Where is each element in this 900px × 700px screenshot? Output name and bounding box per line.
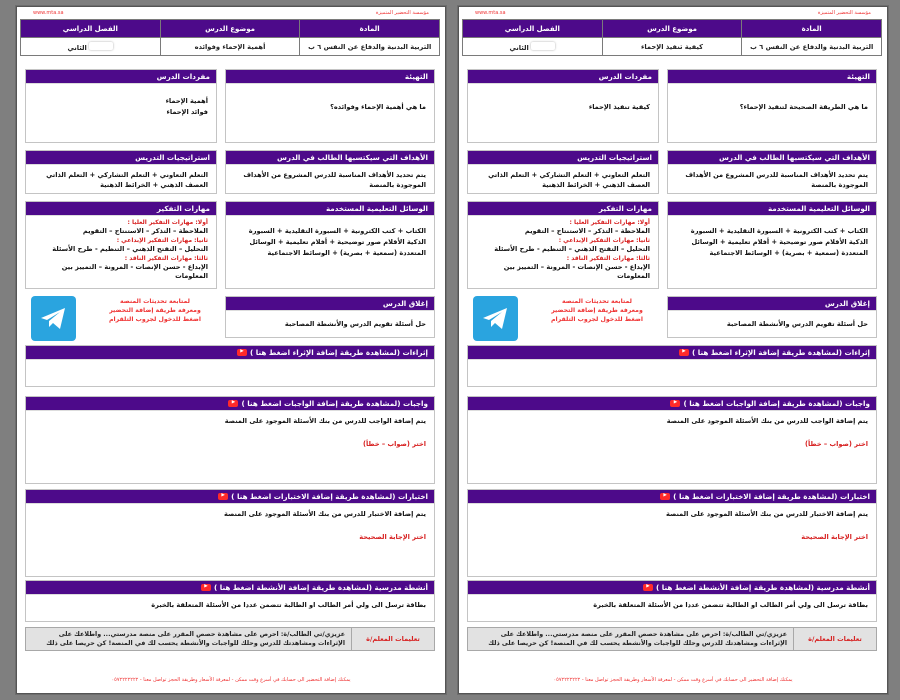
tests-body: يتم إضافة الاختبار للدرس من بنك الأسئلة الموجود على المنصة <box>223 510 426 518</box>
lesson-header-table <box>462 19 882 56</box>
term-value: الثاني <box>21 38 161 56</box>
thinking-box <box>467 201 659 289</box>
thinking-text-1: الملاحظة – التذكر – الاستنتاج – التقويم <box>524 227 650 235</box>
homework-box[interactable] <box>467 396 877 484</box>
activities-body: بطاقة ترسل الى ولي أمر الطالب او الطالبة تتضمن عددا من الأسئلة المتعلقة بالخبرة <box>151 601 426 609</box>
means-box <box>667 201 877 289</box>
preface-body: ما هي أهمية الإحماء وفوائده؟ <box>330 103 426 111</box>
enrichment-title[interactable]: إثراءات (لمشاهدة طريقة إضافة الإثراء اضغط هنا ) ▶ <box>468 346 876 360</box>
thinking-label-1: أولا: مهارات التفكير العليا : <box>569 219 650 226</box>
thinking-label-1: أولا: مهارات التفكير العليا : <box>127 219 208 226</box>
lesson-topic-header: موضوع الدرس <box>160 20 300 38</box>
vocab-title: مفردات الدرس <box>468 70 658 84</box>
thinking-label-2: ثانيا: مهارات التفكير الإبداعي : <box>116 237 208 244</box>
homework-choice: اختر (صواب – خطأ) <box>804 440 868 448</box>
closing-body: حل أسئلة تقويم الدرس والأنشطة المصاحبة <box>726 320 868 328</box>
thinking-text-3: الإبداع - حسن الإنصات - المرونة – التمييز بين المعلومات <box>61 263 208 280</box>
preface-box <box>225 69 435 143</box>
subject-value: التربية البدنية والدفاع عن النفس ٦ ب <box>300 38 440 56</box>
subject-header: المادة <box>300 20 440 38</box>
goals-title: الأهداف التي سيكتسبها الطالب في الدرس <box>668 151 876 165</box>
organization-name: مؤسسة التحضير المتميزة <box>817 10 871 16</box>
strategies-title: استراتيجيات التدريس <box>26 151 216 165</box>
thinking-title: مهارات التفكير <box>468 202 658 216</box>
closing-title: إغلاق الدرس <box>668 297 876 311</box>
activities-box[interactable] <box>467 580 877 622</box>
promo-line-1: لمتابعة تحديثات المنصة <box>562 298 632 305</box>
thinking-body <box>26 216 216 286</box>
vocab-list <box>26 84 216 123</box>
vocab-title: مفردات الدرس <box>26 70 216 84</box>
thinking-label-2: ثانيا: مهارات التفكير الإبداعي : <box>558 237 650 244</box>
instructions-label: تعليمات المعلم/ة <box>351 628 434 650</box>
promo-line-2: ومعرفة طريقة إضافة التحضير <box>551 307 643 314</box>
term-header: الفصل الدراسي <box>21 20 161 38</box>
vocab-item-2: فوائد الإحماء <box>166 108 208 116</box>
closing-box <box>225 296 435 338</box>
redacted-mark <box>89 42 113 50</box>
thinking-text-2: التحليل – التفتح الذهني – التنظيم - طرح الأسئلة <box>494 245 650 253</box>
vocab-item-1: أهمية الإحماء <box>165 97 208 105</box>
youtube-play-icon[interactable]: ▶ <box>660 493 670 500</box>
goals-box <box>225 150 435 194</box>
closing-box <box>667 296 877 338</box>
homework-choice: اختر (صواب – خطأ) <box>362 440 426 448</box>
thinking-label-3: ثالثا: مهارات التفكير الناقد : <box>566 255 650 262</box>
tests-box[interactable] <box>467 489 877 577</box>
page-top-line <box>17 7 445 19</box>
youtube-play-icon[interactable]: ▶ <box>218 493 228 500</box>
vocab-box <box>467 69 659 143</box>
strategies-body: التعلم التعاوني + التعلم التشاركي + التعلم الذاتي العصف الذهني + الخرائط الذهنية <box>46 171 208 189</box>
preface-box <box>667 69 877 143</box>
page-footer: يمكنك إضافة التحضير الى حسابك في أسرع وقت ممكن - لمعرفة الأسعار وطريقة الحجز تواصل معنا - ٠٥٧٢٢٢٢٢٢٢ <box>553 677 793 683</box>
goals-title: الأهداف التي سيكتسبها الطالب في الدرس <box>226 151 434 165</box>
lesson-topic-value: أهمية الإحماء وفوائده <box>160 38 300 56</box>
youtube-play-icon[interactable]: ▶ <box>679 349 689 356</box>
goals-body: يتم تحديد الأهداف المناسبة للدرس المشروع من الأهداف الموجودة بالمنصة <box>685 171 868 189</box>
strategies-body: التعلم التعاوني + التعلم التشاركي + التعلم الذاتي العصف الذهني + الخرائط الذهنية <box>488 171 650 189</box>
thinking-text-1: الملاحظة – التذكر – الاستنتاج – التقويم <box>82 227 208 235</box>
telegram-promo[interactable] <box>537 297 657 324</box>
vocab-item-1: كيفية تنفيذ الإحماء <box>588 103 650 111</box>
youtube-play-icon[interactable]: ▶ <box>670 400 680 407</box>
homework-title[interactable]: واجبات (لمشاهدة طريقة إضافة الواجبات اضغط هنا ) ▶ <box>26 397 434 411</box>
tests-box[interactable] <box>25 489 435 577</box>
goals-body: يتم تحديد الأهداف المناسبة للدرس المشروع من الأهداف الموجودة بالمنصة <box>243 171 426 189</box>
closing-body: حل أسئلة تقويم الدرس والأنشطة المصاحبة <box>284 320 426 328</box>
youtube-play-icon[interactable]: ▶ <box>237 349 247 356</box>
organization-name: مؤسسة التحضير المتميزة <box>375 10 429 16</box>
tests-title[interactable]: اختبارات (لمشاهدة طريقة إضافة الاختبارات اضغط هنا ) ▶ <box>26 490 434 504</box>
telegram-icon[interactable] <box>473 296 518 341</box>
lesson-header-table <box>20 19 440 56</box>
preface-body: ما هي الطريقة الصحيحة لتنفيذ الإحماء؟ <box>739 103 868 111</box>
activities-title[interactable]: أنشطة مدرسية (لمشاهدة طريقة إضافة الأنشطة اضغط هنا ) ▶ <box>26 581 434 595</box>
instructions-row <box>467 627 877 651</box>
tests-choice: اختر الإجابة الصحيحة <box>359 533 426 541</box>
thinking-box <box>25 201 217 289</box>
term-header: الفصل الدراسي <box>463 20 603 38</box>
vocab-box <box>25 69 217 143</box>
strategies-box <box>467 150 659 194</box>
instructions-text: عزيزي/تي الطالب/ة: احرص على مشاهدة حصص المقرر على منصة مدرستي... واطلاعك على الإثراءات ومشاهدتك للدرس وحلك للواجبات والأنشطة يحسب لك في المنصة! كن حريصا على ذلك <box>46 631 345 647</box>
redacted-mark <box>531 42 555 50</box>
enrichment-title[interactable]: إثراءات (لمشاهدة طريقة إضافة الإثراء اضغط هنا ) ▶ <box>26 346 434 360</box>
strategies-title: استراتيجيات التدريس <box>468 151 658 165</box>
website-text: www.mta.sa <box>475 10 506 16</box>
thinking-body <box>468 216 658 286</box>
homework-body: يتم إضافة الواجب للدرس من بنك الأسئلة الموجود على المنصة <box>666 417 868 425</box>
page-top-line <box>459 7 887 19</box>
lesson-page-2 <box>458 6 888 694</box>
telegram-icon[interactable] <box>31 296 76 341</box>
means-box <box>225 201 435 289</box>
means-body: الكتاب + كتب الكترونية + السبورة التقليدية + السبورة الذكية الأقلام صور توضيحية + أفلام تعليمية + الوسائل المتعددة (سمعية + بصرية) + الوسائط الاجتماعية <box>690 227 868 257</box>
goals-box <box>667 150 877 194</box>
tests-title[interactable]: اختبارات (لمشاهدة طريقة إضافة الاختبارات اضغط هنا ) ▶ <box>468 490 876 504</box>
youtube-play-icon[interactable]: ▶ <box>201 584 211 591</box>
promo-line-1: لمتابعة تحديثات المنصة <box>120 298 190 305</box>
enrichment-box[interactable] <box>25 345 435 387</box>
preface-title: التهيئة <box>668 70 876 84</box>
telegram-promo[interactable] <box>95 297 215 324</box>
activities-body: بطاقة ترسل الى ولي أمر الطالب او الطالبة تتضمن عددا من الأسئلة المتعلقة بالخبرة <box>593 601 868 609</box>
preface-title: التهيئة <box>226 70 434 84</box>
lesson-topic-header: موضوع الدرس <box>602 20 742 38</box>
term-value: الثاني <box>463 38 603 56</box>
instructions-row <box>25 627 435 651</box>
thinking-label-3: ثالثا: مهارات التفكير الناقد : <box>124 255 208 262</box>
means-body: الكتاب + كتب الكترونية + السبورة التقليدية + السبورة الذكية الأقلام صور توضيحية + أفلام تعليمية + الوسائل المتعددة (سمعية + بصرية) + الوسائط الاجتماعية <box>248 227 426 257</box>
instructions-label: تعليمات المعلم/ة <box>793 628 876 650</box>
promo-line-3: اضغط للدخول لجروب التلقرام <box>551 316 643 323</box>
promo-line-3: اضغط للدخول لجروب التلقرام <box>109 316 201 323</box>
means-title: الوسائل التعليمية المستخدمة <box>226 202 434 216</box>
lesson-topic-value: كيفية تنفيذ الإحماء <box>602 38 742 56</box>
thinking-title: مهارات التفكير <box>26 202 216 216</box>
website-text: www.mta.sa <box>33 10 64 16</box>
homework-title[interactable]: واجبات (لمشاهدة طريقة إضافة الواجبات اضغط هنا ) ▶ <box>468 397 876 411</box>
instructions-text: عزيزي/تي الطالب/ة: احرص على مشاهدة حصص المقرر على منصة مدرستي... واطلاعك على الإثراءات ومشاهدتك للدرس وحلك للواجبات والأنشطة يحسب لك في المنصة! كن حريصا على ذلك <box>488 631 787 647</box>
promo-line-2: ومعرفة طريقة إضافة التحضير <box>109 307 201 314</box>
activities-title[interactable]: أنشطة مدرسية (لمشاهدة طريقة إضافة الأنشطة اضغط هنا ) ▶ <box>468 581 876 595</box>
youtube-play-icon[interactable]: ▶ <box>643 584 653 591</box>
activities-box[interactable] <box>25 580 435 622</box>
closing-title: إغلاق الدرس <box>226 297 434 311</box>
means-title: الوسائل التعليمية المستخدمة <box>668 202 876 216</box>
enrichment-box[interactable] <box>467 345 877 387</box>
strategies-box <box>25 150 217 194</box>
thinking-text-2: التحليل – التفتح الذهني – التنظيم - طرح الأسئلة <box>52 245 208 253</box>
vocab-list <box>468 84 658 117</box>
subject-value: التربية البدنية والدفاع عن النفس ٦ ب <box>742 38 882 56</box>
tests-body: يتم إضافة الاختبار للدرس من بنك الأسئلة الموجود على المنصة <box>665 510 868 518</box>
homework-body: يتم إضافة الواجب للدرس من بنك الأسئلة الموجود على المنصة <box>224 417 426 425</box>
subject-header: المادة <box>742 20 882 38</box>
page-footer: يمكنك إضافة التحضير الى حسابك في أسرع وقت ممكن - لمعرفة الأسعار وطريقة الحجز تواصل معنا - ٠٥٧٢٢٢٢٢٢٢ <box>111 677 351 683</box>
lesson-page-1 <box>16 6 446 694</box>
thinking-text-3: الإبداع - حسن الإنصات - المرونة – التمييز بين المعلومات <box>503 263 650 280</box>
homework-box[interactable] <box>25 396 435 484</box>
tests-choice: اختر الإجابة الصحيحة <box>801 533 868 541</box>
youtube-play-icon[interactable]: ▶ <box>228 400 238 407</box>
